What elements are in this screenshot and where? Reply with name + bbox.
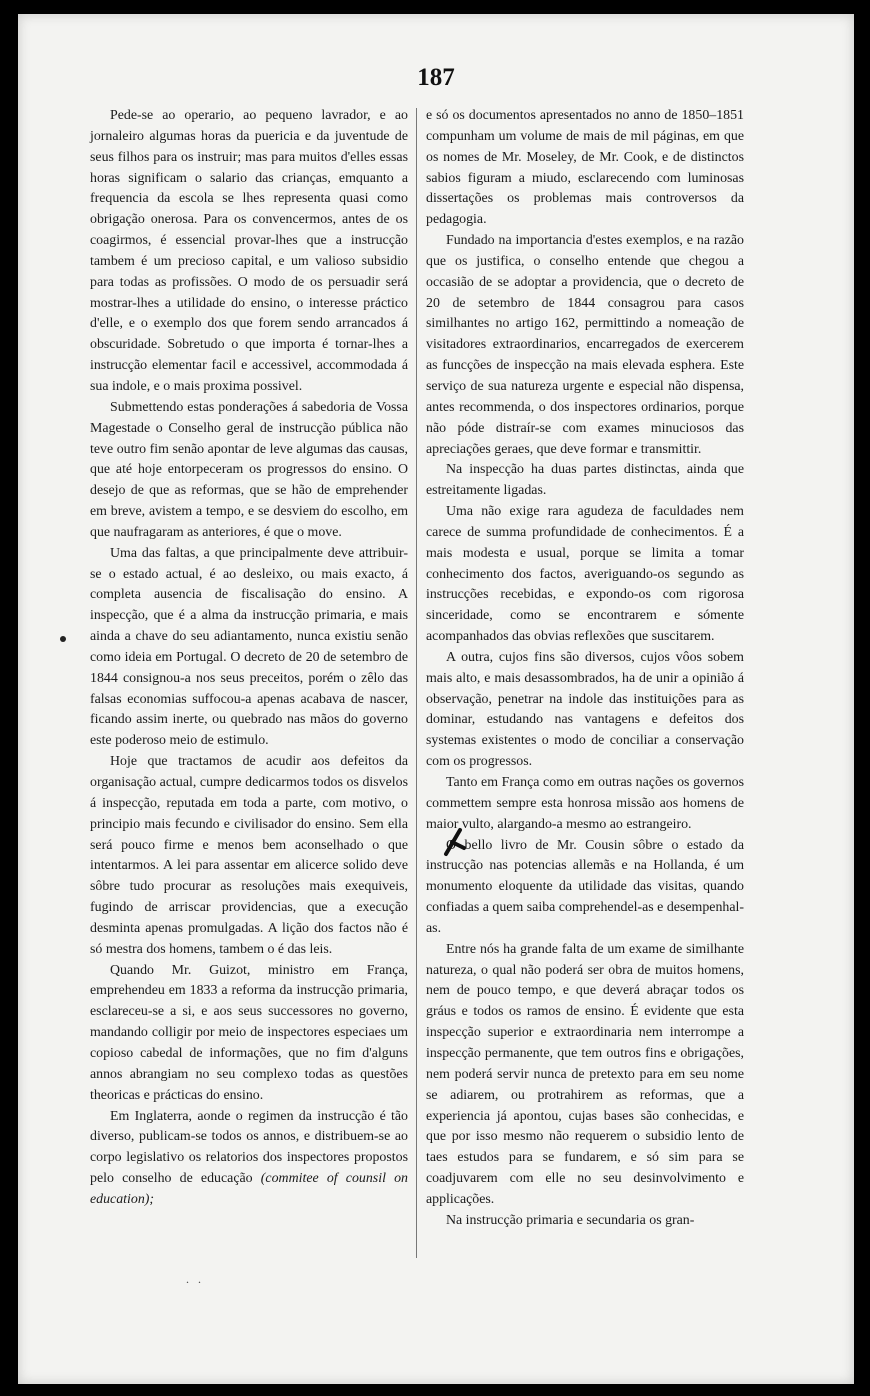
paragraph-inspeccao-partes: Na inspecção ha duas partes distinctas, ainda que estreitamente ligadas. (426, 462, 744, 499)
margin-dot (60, 636, 66, 642)
paragraph-inglaterra-italic: (commitee of counsil on education); (90, 1171, 408, 1207)
paragraph-cousin: O bello livro de Mr. Cousin sôbre o estado da instrucção nas potencias allemãs e na Hollanda, é um monumento eloquente da utilidade das visitas, quando confiadas a quem saiba comprehendel-as e desempenhal-as. (426, 837, 744, 936)
paragraph-operario: Pede-se ao operario, ao pequeno lavrador, e ao jornaleiro algumas horas da puericia e da juventude de seus filhos para os instruir; mas para muitos d'elles essas horas significam o salario das crianças, emquanto a frequencia da escola se lhes representa quasi como obrigação onerosa. Para os convencermos, antes de os coagirmos, é essencial provar-lhes que a instrucção tambem é um precioso capital, e um valioso subsidio para todas as profissões. O modo de os persuadir será mostrar-lhes a utilidade do ensino, o interesse práctico d'elle, e o exemplo dos que forem sendo arrancados á obscuridade. Sobretudo o que importa é tornar-lhes a instrucção elementar facil e accessivel, accommodada á sua indole, e o mais proxima possivel. (90, 108, 408, 394)
paragraph-documentos: e só os documentos apresentados no anno de 1850–1851 compunham um volume de mais de mil páginas, em que os nomes de Mr. Moseley, de Mr. Cook, e de distinctos sabios figuram a miudo, esclarecendo com luminosas dissertações os problemas mais controversos da pedagogia. (426, 108, 744, 228)
column-divider (416, 108, 417, 1258)
paragraph-primaria: Na instrucção primaria e secundaria os gran- (446, 1212, 695, 1228)
paragraph-hoje: Hoje que tractamos de acudir aos defeitos da organisação actual, cumpre dedicarmos todos os disvelos á inspecção, reputada em toda a parte, com motivo, o principio mais fecundo e civilisador do ensino. Sem ella será pouco firme e menos bem aconselhado o que intentarmos. A lei para assentar em alicerce solido deve sôbre tudo procurar as resoluções mais exequiveis, fugindo de arriscar providencias, que a execução desminta apenas promulgadas. A lição dos factos não é só mestra dos homens, tambem o é das leis. (90, 754, 408, 957)
paragraph-fundado: Fundado na importancia d'estes exemplos, e na razão que os justifica, o conselho entende que chegou a occasião de se adoptar a providencia, que o decreto de 20 de setembro de 1844 consagrou para casos similhantes no artigo 162, permittindo a nomeação de visitadores extraordinarios, encarregados de exercerem as funcções de inspecção na mais elevada esphera. Este serviço de sua natureza urgente e especial não dispensa, antes recommenda, o dos inspectores ordinarios, porque não póde distraír-se com exames minuciosos das apreciações geraes, que deve formar e transmittir. (426, 233, 744, 457)
page-sheet (18, 14, 854, 1384)
paragraph-uma: Uma não exige rara agudeza de faculdades nem carece de summa profundidade de conhecimentos. É a mais modesta e usual, porque se limita a tomar conhecimento dos factos, averiguando-os segundo as instrucções recebidas, e expondo-os com rigorosa sinceridade, como se encontrarem e sómente acompanhados das obvias reflexões que suscitarem. (426, 504, 744, 645)
ink-tick-mark (438, 822, 478, 862)
left-column (90, 106, 408, 1211)
page-number: 187 (417, 64, 455, 91)
paragraph-inglaterra (90, 1107, 408, 1211)
paragraph-outra: A outra, cujos fins são diversos, cujos vôos sobem mais alto, e mais desassombrados, ha de unir a opinião á observação, penetrar na indole das instituições para as dominar, estudando nas vantagens e defeitos dos systemas existentes o modo de conciliar a conservação com os progressos. (426, 649, 744, 770)
paragraph-inglaterra-text: Em Inglaterra, aonde o regimen da instrucção é tão diverso, publicam-se todos os annos, e distribuem-se ao corpo legislativo os relatorios dos inspectores propostos pelo conselho de educação (90, 1108, 408, 1187)
paragraph-submettendo: Submettendo estas ponderações á sabedoria de Vossa Magestade o Conselho geral de instrucção pública não teve outro fim senão apontar de leve algumas das causas, que até hoje entorpeceram os progressos do ensino. O desejo de que as reformas, que se hão de emprehender em breve, avistem a tempo, e se desviem do escolho, em que naufragaram as anteriores, é que o move. (90, 399, 408, 540)
right-column (426, 106, 744, 1232)
paragraph-guizot: Quando Mr. Guizot, ministro em França, emprehendeu em 1833 a reforma da instrucção primaria, esclareceu-se a si, e aos seus successores no governo, mandando colligir por meio de inspectores especiaes um copioso cabedal de informações, que no fim d'alguns annos abrangiam no seu complexo todas as questões theoricas e prácticas do ensino. (90, 962, 408, 1103)
footer-marks: . . (186, 1272, 204, 1286)
paragraph-entre-nos: Entre nós ha grande falta de um exame de similhante natureza, o qual não poderá ser obra de muitos homens, nem de pouco tempo, e que deverá abraçar todos os gráus e todos os ramos de ensino. É evidente que esta inspecção superior e extraordinaria nem interrompe a inspecção permanente, que tem outros fins e obrigações, nem poderá servir nunca de pretexto para em seu nome se adiarem, ou protrahirem as reformas, que a experiencia já apontou, cujas bases são conhecidas, e que por isso mesmo não requerem o subsidio lento de taes estudos para se fundarem, e só sim para se coadjuvarem com elle no seu desinvolvimento e applicações. (426, 941, 744, 1207)
paragraph-faltas: Uma das faltas, a que principalmente deve attribuir-se o estado actual, é ao desleixo, ou mais exacto, á completa ausencia de fiscalisação do ensino. A inspecção, que é a alma da instrucção primaria, e mais ainda a chave do seu adiantamento, nunca existiu senão como ideia em Portugal. O decreto de 20 de setembro de 1844 consignou-a nos seus preceitos, porém o zêlo das falsas economias suffocou-a apenas acabava de nascer, ficando assim inerte, ou quebrado nas mãos do governo este poderoso meio de estimulo. (90, 545, 408, 749)
paragraph-tanto: Tanto em França como em outras nações os governos commettem sempre esta honrosa missão aos homens de maior vulto, alargando-a mesmo ao estrangeiro. (426, 775, 744, 832)
